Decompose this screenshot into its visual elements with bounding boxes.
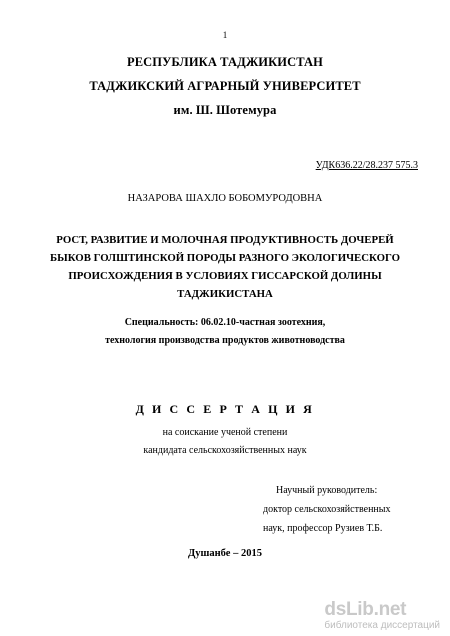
header-university: ТАДЖИКСКИЙ АГРАРНЫЙ УНИВЕРСИТЕТ <box>89 79 361 93</box>
header-named-after: им. Ш. Шотемура <box>173 103 277 117</box>
title-line-4: ТАДЖИКИСТАНА <box>177 288 273 300</box>
title-line-2: БЫКОВ ГОЛШТИНСКОЙ ПОРОДЫ РАЗНОГО ЭКОЛОГИЧЕСКОГО <box>50 252 400 264</box>
specialty-line-1: Специальность: 06.02.10-частная зоотехния, <box>124 317 326 328</box>
header-country: РЕСПУБЛИКА ТАДЖИКИСТАН <box>126 55 323 69</box>
title-line-3: ПРОИСХОЖДЕНИЯ В УСЛОВИЯХ ГИССАРСКОЙ ДОЛИНЫ <box>68 270 382 282</box>
supervisor-label: Научный руководитель: <box>276 485 378 496</box>
author-name: НАЗАРОВА ШАХЛО БОБОМУРОДОВНА <box>127 193 323 204</box>
udk-code: УДК636.22/28.237 575.3 <box>315 160 418 171</box>
dissertation-heading: Д И С С Е Р Т А Ц И Я <box>135 402 315 416</box>
dslib-logo <box>324 600 440 620</box>
watermark-subtitle: библиотека диссертаций <box>324 620 440 631</box>
title-line-1: РОСТ, РАЗВИТИЕ И МОЛОЧНАЯ ПРОДУКТИВНОСТЬ ДОЧЕРЕЙ <box>56 234 394 246</box>
place-year: Душанбе – 2015 <box>188 548 262 559</box>
specialty-line-2: технология производства продуктов животноводства <box>105 335 345 346</box>
supervisor-name: наук, профессор Рузиев Т.Б. <box>263 523 383 534</box>
degree-line-2: кандидата сельскохозяйственных наук <box>143 445 307 456</box>
logo-left: dsLib <box>324 599 374 620</box>
degree-line-1: на соискание ученой степени <box>162 427 288 438</box>
page-number: 1 <box>222 30 228 40</box>
dslib-watermark[interactable] <box>324 600 440 632</box>
logo-right: .net <box>373 599 407 620</box>
supervisor-degree: доктор сельскохозяйственных <box>263 504 391 515</box>
